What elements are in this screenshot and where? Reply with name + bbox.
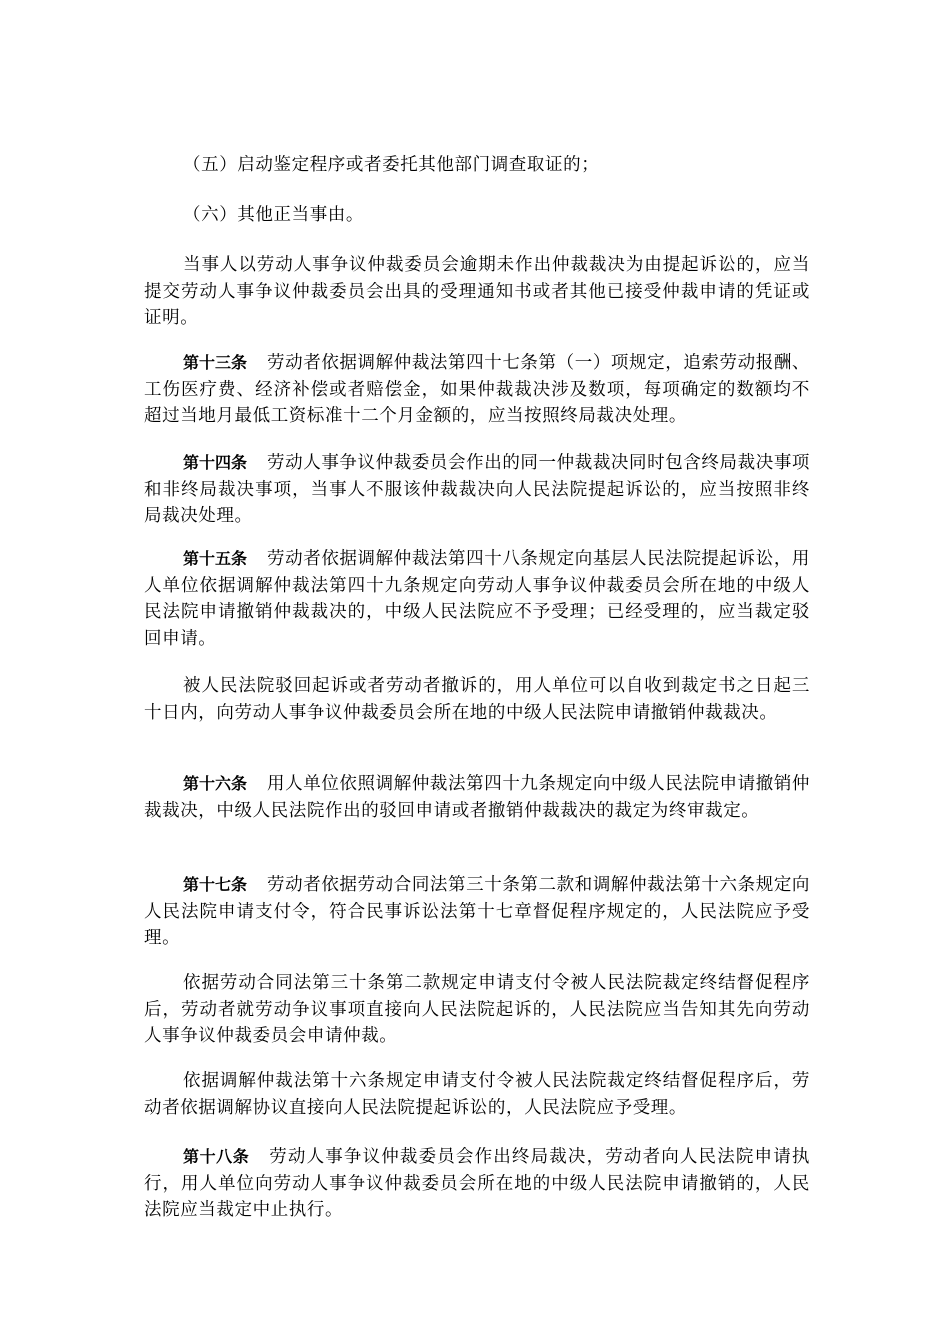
paragraph-text: 被人民法院驳回起诉或者劳动者撤诉的，用人单位可以自收到裁定书之日起三十日内，向劳动人事争议仲裁委员会所在地的中级人民法院申请撤销仲裁裁决。	[144, 676, 810, 723]
paragraph-dismissed-suit	[144, 673, 810, 726]
article-number: 第十四条	[183, 453, 248, 472]
article-17	[144, 872, 810, 952]
article-number: 第十八条	[183, 1147, 250, 1166]
clause-item-5-text: （五）启动鉴定程序或者委托其他部门调查取证的；	[183, 155, 600, 175]
article-14	[144, 450, 810, 530]
article-text: 劳动人事争议仲裁委员会作出终局裁决，劳动者向人民法院申请执行，用人单位向劳动人事争议仲裁委员会所在地的中级人民法院申请撤销的，人民法院应当裁定中止执行。	[144, 1147, 810, 1220]
paragraph-text: 当事人以劳动人事争议仲裁委员会逾期未作出仲裁裁决为由提起诉讼的，应当提交劳动人事争议仲裁委员会出具的受理通知书或者其他已接受仲裁申请的凭证或证明。	[144, 255, 810, 328]
article-13	[144, 350, 810, 430]
article-number: 第十六条	[183, 774, 248, 793]
paragraph-text: 依据调解仲裁法第十六条规定申请支付令被人民法院裁定终结督促程序后，劳动者依据调解协议直接向人民法院提起诉讼的，人民法院应予受理。	[144, 1071, 810, 1118]
article-15	[144, 546, 810, 652]
clause-item-6-text: （六）其他正当事由。	[183, 205, 364, 225]
article-16	[144, 771, 810, 824]
article-number: 第十七条	[183, 875, 248, 894]
article-text: 劳动者依据劳动合同法第三十条第二款和调解仲裁法第十六条规定向人民法院申请支付令，符合民事诉讼法第十七章督促程序规定的，人民法院应予受理。	[144, 875, 811, 948]
article-text: 劳动者依据调解仲裁法第四十七条第（一）项规定，追索劳动报酬、工伤医疗费、经济补偿或者赔偿金，如果仲裁裁决涉及数项，每项确定的数额均不超过当地月最低工资标准十二个月金额的，应当按照终局裁决处理。	[144, 353, 811, 426]
article-text: 劳动者依据调解仲裁法第四十八条规定向基层人民法院提起诉讼，用人单位依据调解仲裁法第四十九条规定向劳动人事争议仲裁委员会所在地的中级人民法院申请撤销仲裁裁决的，中级人民法院应不予受理；已经受理的，应当裁定驳回申请。	[144, 549, 811, 649]
clause-item-5	[144, 152, 810, 179]
paragraph-payment-order-2	[144, 1068, 810, 1121]
paragraph-text: 依据劳动合同法第三十条第二款规定申请支付令被人民法院裁定终结督促程序后，劳动者就劳动争议事项直接向人民法院起诉的，人民法院应当告知其先向劳动人事争议仲裁委员会申请仲裁。	[144, 973, 810, 1046]
article-18	[144, 1144, 810, 1224]
article-number: 第十三条	[183, 353, 248, 372]
article-text: 劳动人事争议仲裁委员会作出的同一仲裁裁决同时包含终局裁决事项和非终局裁决事项，当事人不服该仲裁裁决向人民法院提起诉讼的，应当按照非终局裁决处理。	[144, 453, 811, 526]
paragraph-overdue-award	[144, 252, 810, 332]
article-number: 第十五条	[183, 549, 248, 568]
clause-item-6	[144, 202, 810, 229]
paragraph-payment-order-1	[144, 970, 810, 1050]
article-text: 用人单位依照调解仲裁法第四十九条规定向中级人民法院申请撤销仲裁裁决，中级人民法院作出的驳回申请或者撤销仲裁裁决的裁定为终审裁定。	[144, 774, 811, 821]
